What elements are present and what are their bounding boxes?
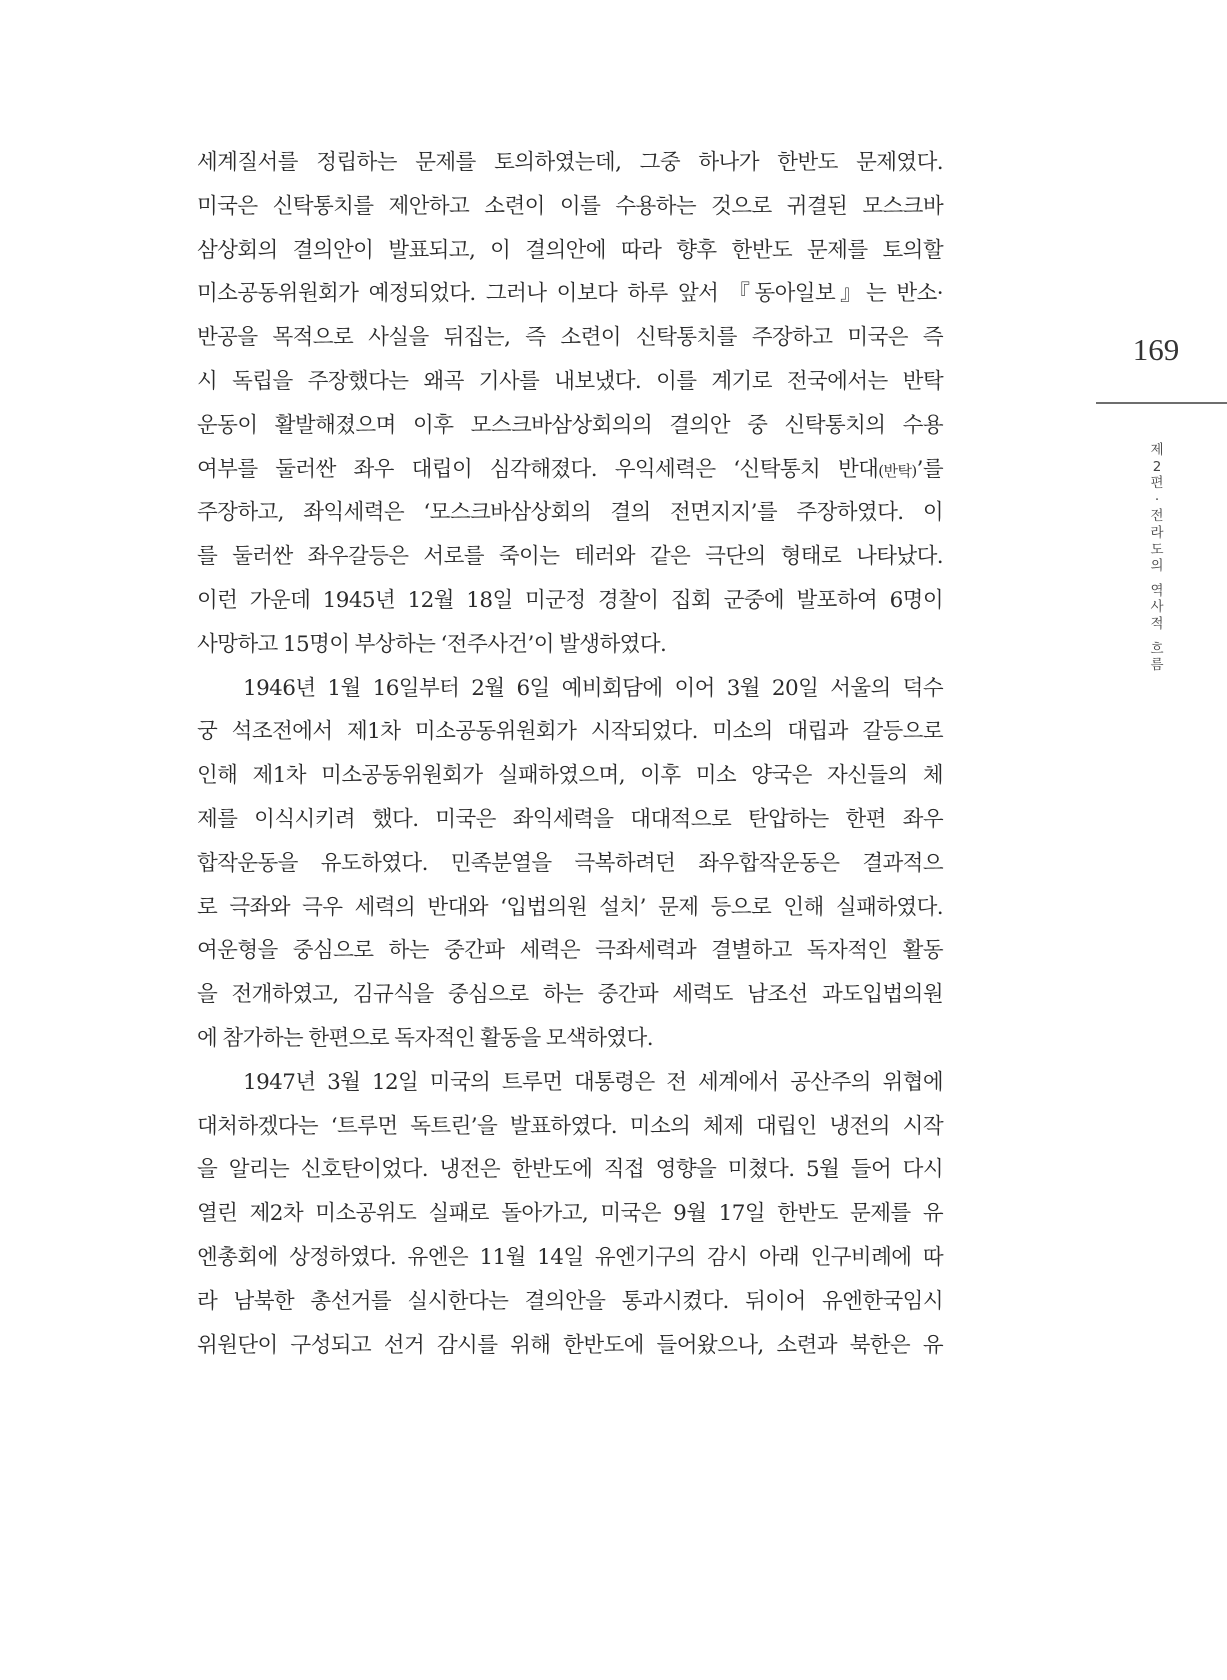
- text-line: 합작운동을 유도하였다. 민족분열을 극복하려던 좌우합작운동은 결과적으: [197, 850, 943, 876]
- body-text: [197, 141, 943, 1367]
- annotation-small: (반탁): [878, 461, 917, 480]
- margin-divider: [1096, 402, 1227, 404]
- text-line-paragraph-start: 1946년 1월 16일부터 2월 6일 예비회담에 이어 3월 20일 서울의 덕수: [243, 675, 943, 701]
- text-line: 로 극좌와 극우 세력의 반대와 ‘입법의원 설치’ 문제 등으로 인해 실패하였다.: [197, 894, 943, 920]
- text-line-paragraph-start: 1947년 3월 12일 미국의 트루먼 대통령은 전 세계에서 공산주의 위협에: [243, 1069, 943, 1095]
- text-line: 라 남북한 총선거를 실시한다는 결의안을 통과시켰다. 뒤이어 유엔한국임시: [197, 1288, 943, 1314]
- text-line: 여운형을 중심으로 하는 중간파 세력은 극좌세력과 결별하고 독자적인 활동: [197, 938, 943, 964]
- text-line: 삼상회의 결의안이 발표되고, 이 결의안에 따라 향후 한반도 문제를 토의할: [197, 237, 943, 263]
- text-line-paragraph-end: 사망하고 15명이 부상하는 ‘전주사건’이 발생하였다.: [197, 631, 667, 657]
- text-line: 을 알리는 신호탄이었다. 냉전은 한반도에 직접 영향을 미쳤다. 5월 들어 다시: [197, 1157, 943, 1183]
- text-line: 을 전개하였고, 김규식을 중심으로 하는 중간파 세력도 남조선 과도입법의원: [197, 982, 943, 1008]
- text-line: 엔총회에 상정하였다. 유엔은 11월 14일 유엔기구의 감시 아래 인구비례에 따: [197, 1244, 943, 1270]
- text-line: 반공을 목적으로 사실을 뒤집는, 즉 소련이 신탁통치를 주장하고 미국은 즉: [197, 325, 943, 351]
- text-line: 제를 이식시키려 했다. 미국은 좌익세력을 대대적으로 탄압하는 한편 좌우: [197, 806, 943, 832]
- text-line: 여부를 둘러싼 좌우 대립이 심각해졌다. 우익세력은 ‘신탁통치 반대(반탁)’를: [197, 456, 943, 482]
- text-line: 운동이 활발해졌으며 이후 모스크바삼상회의의 결의안 중 신탁통치의 수용: [197, 412, 943, 438]
- text-line: 미국은 신탁통치를 제안하고 소련이 이를 수용하는 것으로 귀결된 모스크바: [197, 193, 943, 219]
- text-line: 를 둘러싼 좌우갈등은 서로를 죽이는 테러와 같은 극단의 형태로 나타났다.: [197, 544, 943, 570]
- text-line: 궁 석조전에서 제1차 미소공동위원회가 시작되었다. 미소의 대립과 갈등으로: [197, 719, 943, 745]
- text-line: 주장하고, 좌익세력은 ‘모스크바삼상회의 결의 전면지지’를 주장하였다. 이: [197, 500, 943, 526]
- running-section-title: 제 2 편 · 전 라 도 의 역 사 적 흐 름: [1150, 442, 1164, 674]
- page-number: 169: [1132, 332, 1180, 367]
- text-line: 미소공동위원회가 예정되었다. 그러나 이보다 하루 앞서 『동아일보』는 반소·: [197, 281, 943, 307]
- text-line: 위원단이 구성되고 선거 감시를 위해 한반도에 들어왔으나, 소련과 북한은 유: [197, 1332, 943, 1358]
- text-line-paragraph-end: 에 참가하는 한편으로 독자적인 활동을 모색하였다.: [197, 1025, 653, 1051]
- text-line: 이런 가운데 1945년 12월 18일 미군정 경찰이 집회 군중에 발포하여 6명이: [197, 587, 943, 613]
- text-line: 인해 제1차 미소공동위원회가 실패하였으며, 이후 미소 양국은 자신들의 체: [197, 763, 943, 789]
- text-line: 시 독립을 주장했다는 왜곡 기사를 내보냈다. 이를 계기로 전국에서는 반탁: [197, 368, 943, 394]
- text-line: 대처하겠다는 ‘트루먼 독트린’을 발표하였다. 미소의 체제 대립인 냉전의 시작: [197, 1113, 943, 1139]
- text-line: 열린 제2차 미소공위도 실패로 돌아가고, 미국은 9월 17일 한반도 문제를 유: [197, 1201, 943, 1227]
- text-line: 세계질서를 정립하는 문제를 토의하였는데, 그중 하나가 한반도 문제였다.: [197, 150, 943, 175]
